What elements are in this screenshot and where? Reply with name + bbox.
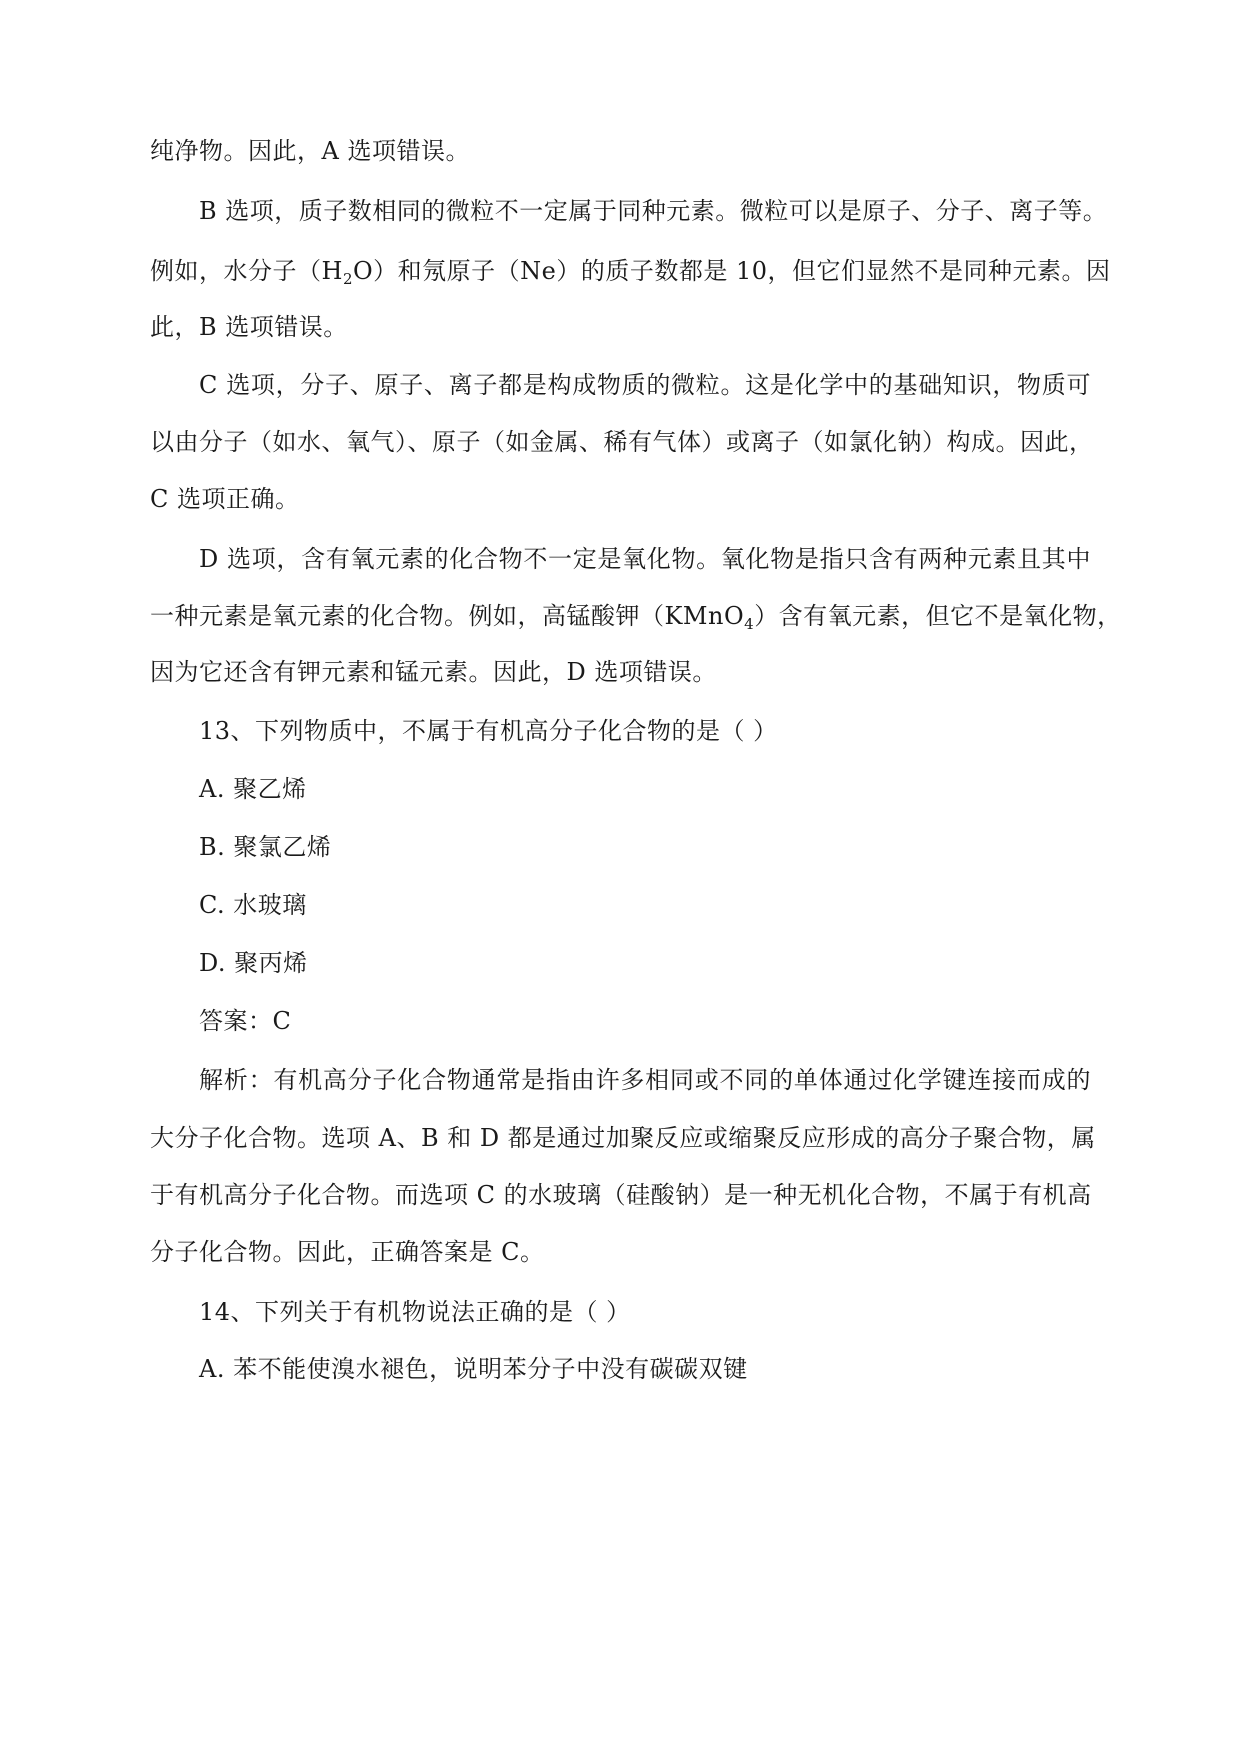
explanation-line: 于有机高分子化合物。而选项 C 的水玻璃（硅酸钠）是一种无机化合物，不属于有机高 (150, 1181, 1092, 1209)
subscript: 2 (342, 270, 353, 288)
paragraph-line: B 选项，质子数相同的微粒不一定属于同种元素。微粒可以是原子、分子、离子等。 (199, 197, 1108, 225)
option-c: C. 水玻璃 (199, 891, 307, 919)
option-a: A. 聚乙烯 (199, 775, 307, 803)
paragraph-line: C 选项，分子、原子、离子都是构成物质的微粒。这是化学中的基础知识，物质可 (199, 371, 1091, 399)
question-13: 13、下列物质中，不属于有机高分子化合物的是（ ） (199, 717, 778, 745)
option-b: B. 聚氯乙烯 (199, 833, 332, 861)
text-run: ）含有氧元素，但它不是氧化物， (754, 602, 1122, 630)
paragraph-line: 此，B 选项错误。 (150, 313, 348, 341)
subscript: 4 (744, 615, 755, 633)
answer: 答案：C (199, 1007, 292, 1035)
paragraph-line: C 选项正确。 (150, 485, 300, 513)
explanation-line: 分子化合物。因此，正确答案是 C。 (150, 1238, 545, 1266)
explanation-line: 解析：有机高分子化合物通常是指由许多相同或不同的单体通过化学键连接而成的 (199, 1066, 1091, 1094)
text-run: 例如，水分子（H (150, 257, 343, 285)
option-a: A. 苯不能使溴水褪色，说明苯分子中没有碳碳双键 (199, 1355, 748, 1383)
paragraph-line (150, 601, 1122, 633)
option-d: D. 聚丙烯 (199, 949, 308, 977)
text-run: 一种元素是氧元素的化合物。例如，高锰酸钾（KMnO (150, 602, 745, 630)
explanation-line: 大分子化合物。选项 A、B 和 D 都是通过加聚反应或缩聚反应形成的高分子聚合物，属 (150, 1124, 1096, 1152)
paragraph-line (150, 256, 1111, 288)
paragraph-line: 以由分子（如水、氧气）、原子（如金属、稀有气体）或离子（如氯化钠）构成。因此， (150, 428, 1094, 456)
question-14: 14、下列关于有机物说法正确的是（ ） (199, 1298, 631, 1326)
text-run: O）和氖原子（Ne）的质子数都是 10，但它们显然不是同种元素。因 (352, 257, 1111, 285)
paragraph-line: D 选项，含有氧元素的化合物不一定是氧化物。氧化物是指只含有两种元素且其中 (199, 545, 1091, 573)
paragraph-line: 因为它还含有钾元素和锰元素。因此，D 选项错误。 (150, 658, 717, 686)
paragraph-line: 纯净物。因此，A 选项错误。 (150, 137, 470, 165)
